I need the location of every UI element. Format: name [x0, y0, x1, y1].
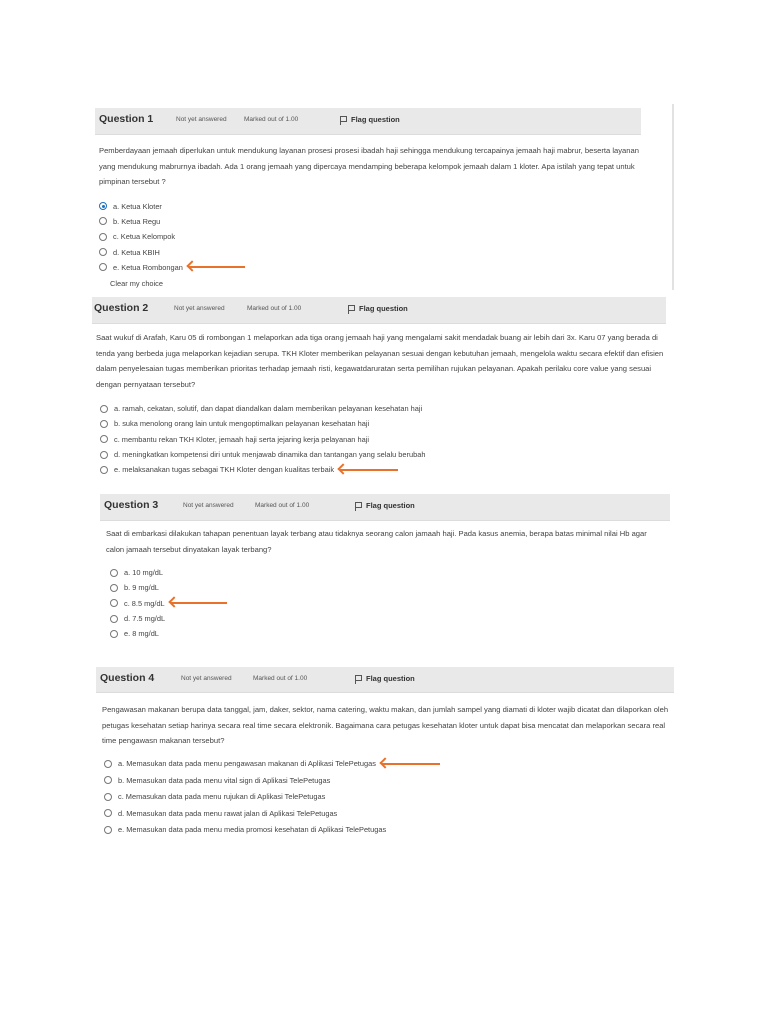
option-label: c. Memasukan data pada menu rujukan di Aplikasi TelePetugas: [118, 792, 326, 802]
option-label: e. Memasukan data pada menu media promosi kesehatan di Aplikasi TelePetugas: [118, 825, 387, 835]
radio[interactable]: [100, 420, 108, 428]
option-a[interactable]: [100, 401, 666, 416]
question-text: Saat di embarkasi dilakukan tahapan penentuan layak terbang atau tidaknya seorang calon jamaah haji. Pada kasus anemia, berapa batas minimal nilai Hb agar calon jamaah tersebut dinyatakan layak terbang?: [106, 529, 647, 554]
option-label: c. 8.5 mg/dL: [124, 598, 165, 608]
option-label: c. Ketua Kelompok: [113, 232, 176, 242]
option-d[interactable]: [110, 611, 670, 626]
option-b[interactable]: [99, 214, 641, 229]
question-header: [100, 494, 670, 521]
question-marked: Marked out of 1.00: [255, 502, 310, 509]
question-title: Question 1: [99, 113, 154, 125]
options-list: [96, 756, 674, 839]
flag-icon: [354, 674, 362, 683]
radio[interactable]: [104, 760, 112, 768]
option-label: b. 9 mg/dL: [124, 583, 159, 593]
radio[interactable]: [99, 217, 107, 225]
option-label: b. Memasukan data pada menu vital sign di Aplikasi TelePetugas: [118, 775, 331, 785]
option-label: e. Ketua Rombongan: [113, 262, 183, 272]
options-list: [92, 401, 666, 477]
option-label: a. Ketua Kloter: [113, 201, 162, 211]
radio[interactable]: [100, 435, 108, 443]
option-label: b. Ketua Regu: [113, 216, 161, 226]
option-a[interactable]: [104, 756, 674, 773]
option-e[interactable]: [100, 462, 666, 477]
radio[interactable]: [110, 584, 118, 592]
flag-icon: [347, 304, 355, 313]
radio[interactable]: [100, 451, 108, 459]
question-2: [92, 297, 666, 477]
option-e[interactable]: [99, 260, 641, 275]
option-e[interactable]: [104, 822, 674, 839]
option-d[interactable]: [99, 244, 641, 259]
flag-question-button[interactable]: [354, 674, 415, 683]
option-c[interactable]: [100, 432, 666, 447]
question-text: Pengawasan makanan berupa data tanggal, jam, daker, sektor, nama catering, waktu makan, dan jumlah sampel yang diamati di kloter wajib dicatat dan dilaporkan oleh petugas kesehatan setiap harinya secara real time secara elektronik. Bagaimana cara petugas kesehatan kloter untuk dapat bisa mencatat dan melaporkan secara real time pengawasn makanan tersebut?: [102, 705, 669, 745]
option-label: a. Memasukan data pada menu pengawasan makanan di Aplikasi TelePetugas: [118, 759, 376, 769]
option-label: a. 10 mg/dL: [124, 568, 164, 578]
arrow-annotation: [340, 469, 398, 471]
options-list: [100, 565, 670, 641]
radio[interactable]: [99, 263, 107, 271]
question-title: Question 3: [104, 499, 159, 511]
question-text: Saat wukuf di Arafah, Karu 05 di rombongan 1 melaporkan ada tiga orang jemaah haji yang mengalami sakit mendadak buang air lebih dari 3x. Karu 07 yang berada di tenda yang berbeda juga melaporkan kejadian serupa. TKH Kloter memberikan pelayanan sesuai dengan kebutuhan jemaah, mengelola waktu secara efektif dan efisien dalam penyelesaian tugas memberikan prioritas terhadap jemaah risti, kegawatdaruratan serta pemilihan rujukan pelayanan. Apakah perilaku core value yang sesuai dengan pernyataan tersebut?: [96, 333, 664, 389]
radio[interactable]: [110, 569, 118, 577]
radio[interactable]: [110, 599, 118, 607]
page-edge-line: [672, 104, 674, 290]
question-title: Question 2: [94, 302, 149, 314]
clear-choice-link[interactable]: Clear my choice: [110, 278, 163, 288]
flag-question-button[interactable]: [347, 304, 408, 313]
flag-icon: [339, 115, 347, 124]
radio[interactable]: [99, 248, 107, 256]
question-header: [96, 667, 674, 693]
option-label: d. 7.5 mg/dL: [124, 614, 166, 624]
flag-question-button[interactable]: [339, 115, 400, 124]
question-header: [92, 297, 666, 324]
question-title: Question 4: [100, 672, 155, 684]
flag-label: Flag question: [351, 115, 400, 124]
option-b[interactable]: [104, 772, 674, 789]
arrow-annotation: [189, 266, 245, 268]
flag-label: Flag question: [359, 304, 408, 313]
arrow-annotation: [382, 763, 440, 765]
option-label: e. melaksanakan tugas sebagai TKH Kloter dengan kualitas terbaik: [114, 465, 335, 475]
option-b[interactable]: [110, 580, 670, 595]
arrow-annotation: [171, 602, 227, 604]
flag-question-button[interactable]: [354, 501, 415, 510]
question-3: [100, 494, 670, 641]
radio[interactable]: [104, 809, 112, 817]
question-status: Not yet answered: [181, 675, 232, 682]
option-label: d. Ketua KBIH: [113, 247, 160, 257]
option-a[interactable]: [99, 199, 641, 214]
options-list: [95, 199, 641, 275]
question-status: Not yet answered: [174, 305, 225, 312]
radio[interactable]: [99, 233, 107, 241]
radio[interactable]: [104, 776, 112, 784]
option-c[interactable]: [104, 789, 674, 806]
option-d[interactable]: [104, 805, 674, 822]
radio[interactable]: [104, 826, 112, 834]
option-label: b. suka menolong orang lain untuk mengoptimalkan pelayanan kesehatan haji: [114, 419, 370, 429]
option-c[interactable]: [99, 229, 641, 244]
question-text: Pemberdayaan jemaah diperlukan untuk mendukung layanan prosesi prosesi ibadah haji sehingga mendukung tercapainya jemaah haji mabrur, beserta layanan yang mendukung mabrurnya ibadah. Ada 1 orang jemaah yang dipercaya mendamping beberapa kelompok jemaah dalam 1 kloter. Apa istilah yang tepat untuk pimpinan tersebut ?: [99, 146, 639, 186]
radio[interactable]: [110, 615, 118, 623]
radio[interactable]: [104, 793, 112, 801]
option-a[interactable]: [110, 565, 670, 580]
question-1: [95, 108, 641, 288]
question-marked: Marked out of 1.00: [244, 116, 299, 123]
question-4: [96, 667, 674, 838]
radio[interactable]: [100, 405, 108, 413]
radio[interactable]: [100, 466, 108, 474]
question-marked: Marked out of 1.00: [253, 675, 308, 682]
question-status: Not yet answered: [183, 502, 234, 509]
flag-label: Flag question: [366, 501, 415, 510]
option-label: a. ramah, cekatan, solutif, dan dapat diandalkan dalam memberikan pelayanan kesehatan haji: [114, 404, 423, 414]
radio-selected[interactable]: [99, 202, 107, 210]
radio[interactable]: [110, 630, 118, 638]
flag-icon: [354, 501, 362, 510]
option-e[interactable]: [110, 626, 670, 641]
flag-label: Flag question: [366, 674, 415, 683]
question-marked: Marked out of 1.00: [247, 305, 302, 312]
option-label: d. meningkatkan kompetensi diri untuk menjawab dinamika dan tantangan yang selalu berubah: [114, 450, 426, 460]
option-d[interactable]: [100, 447, 666, 462]
question-header: [95, 108, 641, 135]
option-c[interactable]: [110, 596, 670, 611]
option-label: c. membantu rekan TKH Kloter, jemaah haji serta jejaring kerja pelayanan haji: [114, 434, 369, 444]
option-label: d. Memasukan data pada menu rawat jalan di Aplikasi TelePetugas: [118, 808, 338, 818]
question-status: Not yet answered: [176, 116, 227, 123]
option-label: e. 8 mg/dL: [124, 629, 159, 639]
option-b[interactable]: [100, 416, 666, 431]
